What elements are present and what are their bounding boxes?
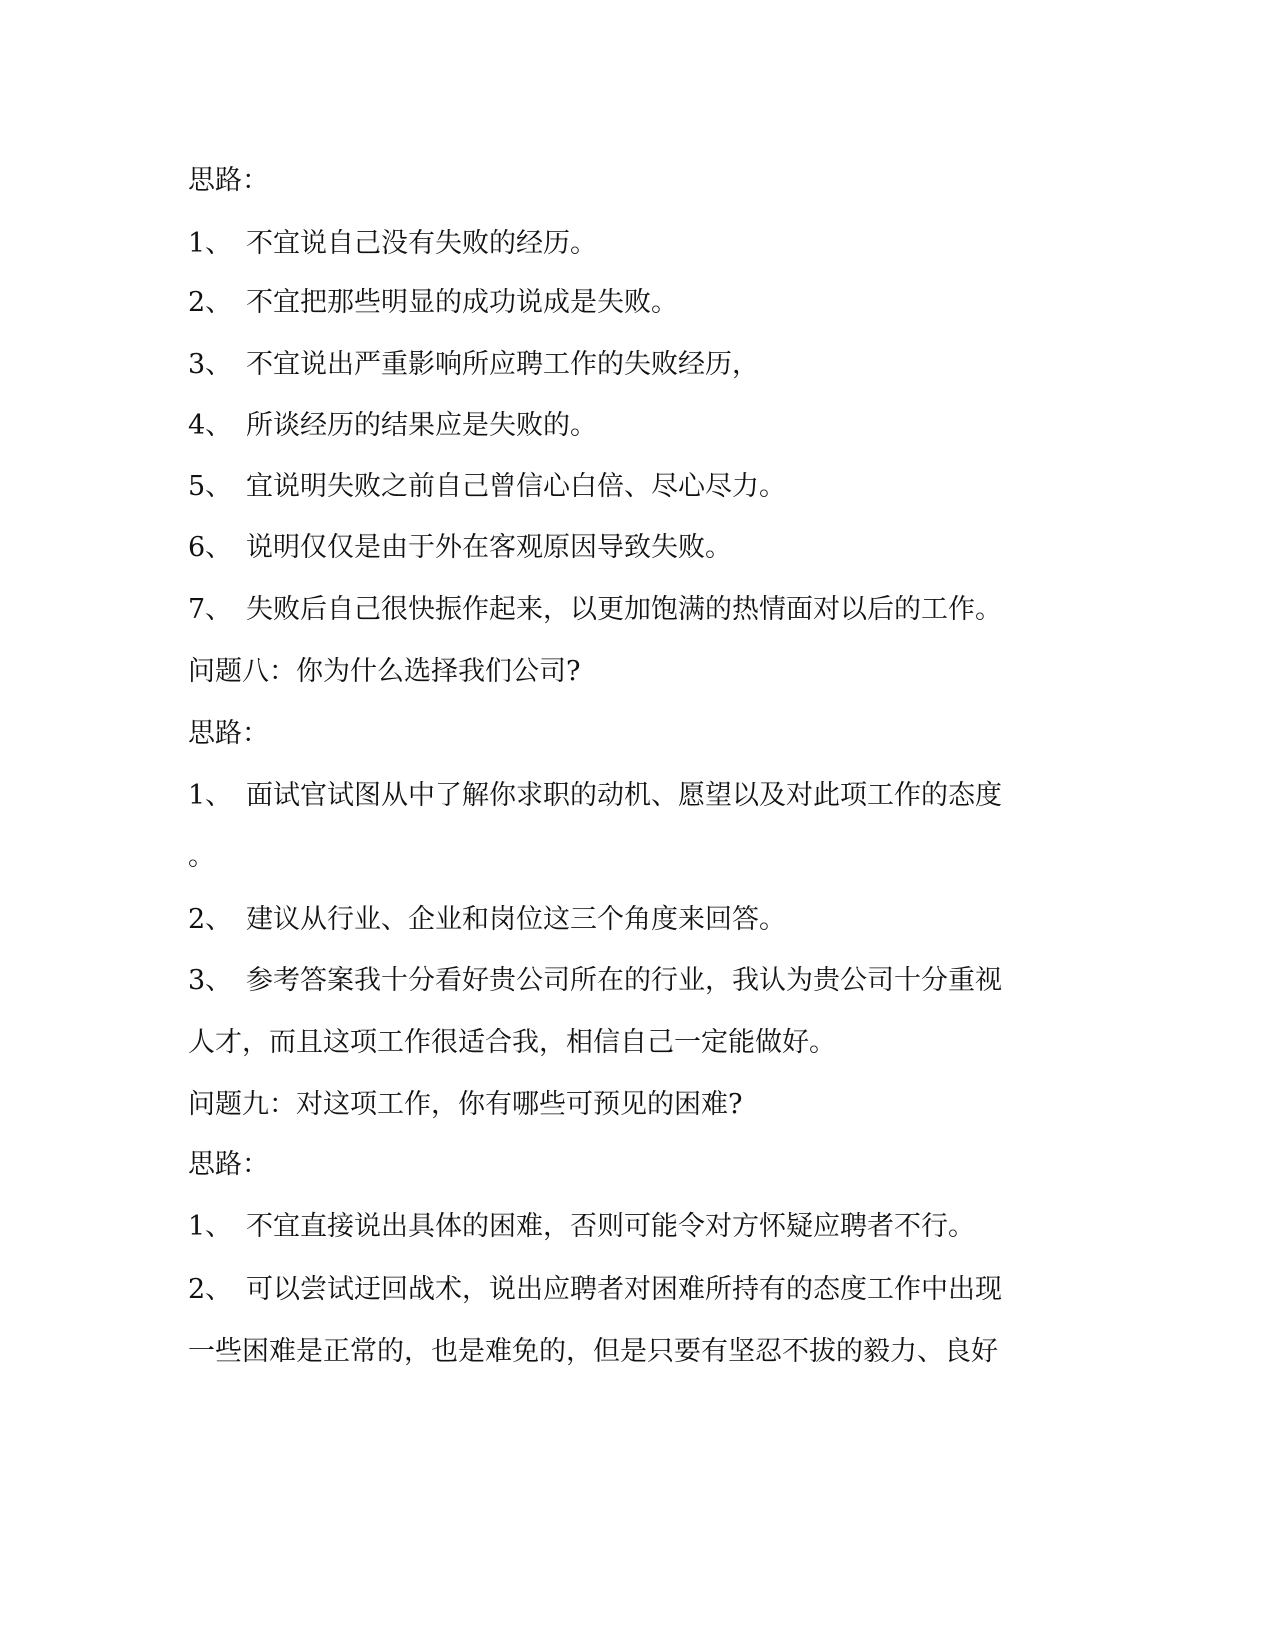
list-item-continuation [188, 1026, 836, 1060]
list-text: 。 [188, 841, 215, 872]
list-text: 可以尝试迂回战术，说出应聘者对困难所持有的态度工作中出现 [246, 1274, 1002, 1305]
list-item [188, 470, 786, 504]
list-number: 5、 [188, 471, 233, 502]
section-heading: 思路： [188, 1149, 269, 1180]
list-text: 一些困难是正常的，也是难免的，但是只要有坚忍不拔的毅力、良好 [188, 1336, 998, 1367]
list-number: 4、 [188, 410, 233, 441]
list-number: 6、 [188, 532, 233, 563]
list-text: 不宜把那些明显的成功说成是失败。 [246, 287, 678, 318]
list-text: 不宜说出严重影响所应聘工作的失败经历， [246, 349, 759, 380]
list-number: 2、 [188, 287, 233, 318]
list-text: 不宜直接说出具体的困难，否则可能令对方怀疑应聘者不行。 [246, 1211, 975, 1242]
list-item [188, 903, 786, 937]
list-item [188, 348, 759, 382]
list-number: 3、 [188, 965, 233, 996]
list-text: 参考答案我十分看好贵公司所在的行业，我认为贵公司十分重视 [246, 965, 1002, 996]
list-number: 2、 [188, 1274, 233, 1305]
list-number: 3、 [188, 349, 233, 380]
list-text: 不宜说自己没有失败的经历。 [246, 228, 597, 259]
list-item [188, 1273, 1002, 1307]
list-item [188, 409, 597, 443]
question-heading: 问题九：对这项工作，你有哪些可预见的困难? [188, 1089, 743, 1120]
question-heading: 问题八：你为什么选择我们公司? [188, 656, 581, 687]
list-item [188, 1210, 975, 1244]
list-number: 7、 [188, 594, 233, 625]
list-item [188, 593, 1002, 627]
list-text: 人才，而且这项工作很适合我，相信自己一定能做好。 [188, 1027, 836, 1058]
list-item [188, 779, 1002, 813]
list-text: 说明仅仅是由于外在客观原因导致失败。 [246, 532, 732, 563]
list-number: 2、 [188, 904, 233, 935]
section-heading: 思路： [188, 165, 269, 196]
list-item-continuation [188, 840, 215, 874]
list-item [188, 227, 597, 261]
list-text: 建议从行业、企业和岗位这三个角度来回答。 [246, 904, 786, 935]
list-number: 1、 [188, 228, 233, 259]
list-number: 1、 [188, 780, 233, 811]
list-text: 所谈经历的结果应是失败的。 [246, 410, 597, 441]
list-text: 宜说明失败之前自己曾信心白倍、尽心尽力。 [246, 471, 786, 502]
section-heading: 思路： [188, 718, 269, 749]
list-item [188, 531, 732, 565]
list-number: 1、 [188, 1211, 233, 1242]
list-text: 面试官试图从中了解你求职的动机、愿望以及对此项工作的态度 [246, 780, 1002, 811]
list-item [188, 286, 678, 320]
list-item [188, 964, 1002, 998]
list-text: 失败后自己很快振作起来，以更加饱满的热情面对以后的工作。 [246, 594, 1002, 625]
list-item-continuation [188, 1335, 998, 1369]
